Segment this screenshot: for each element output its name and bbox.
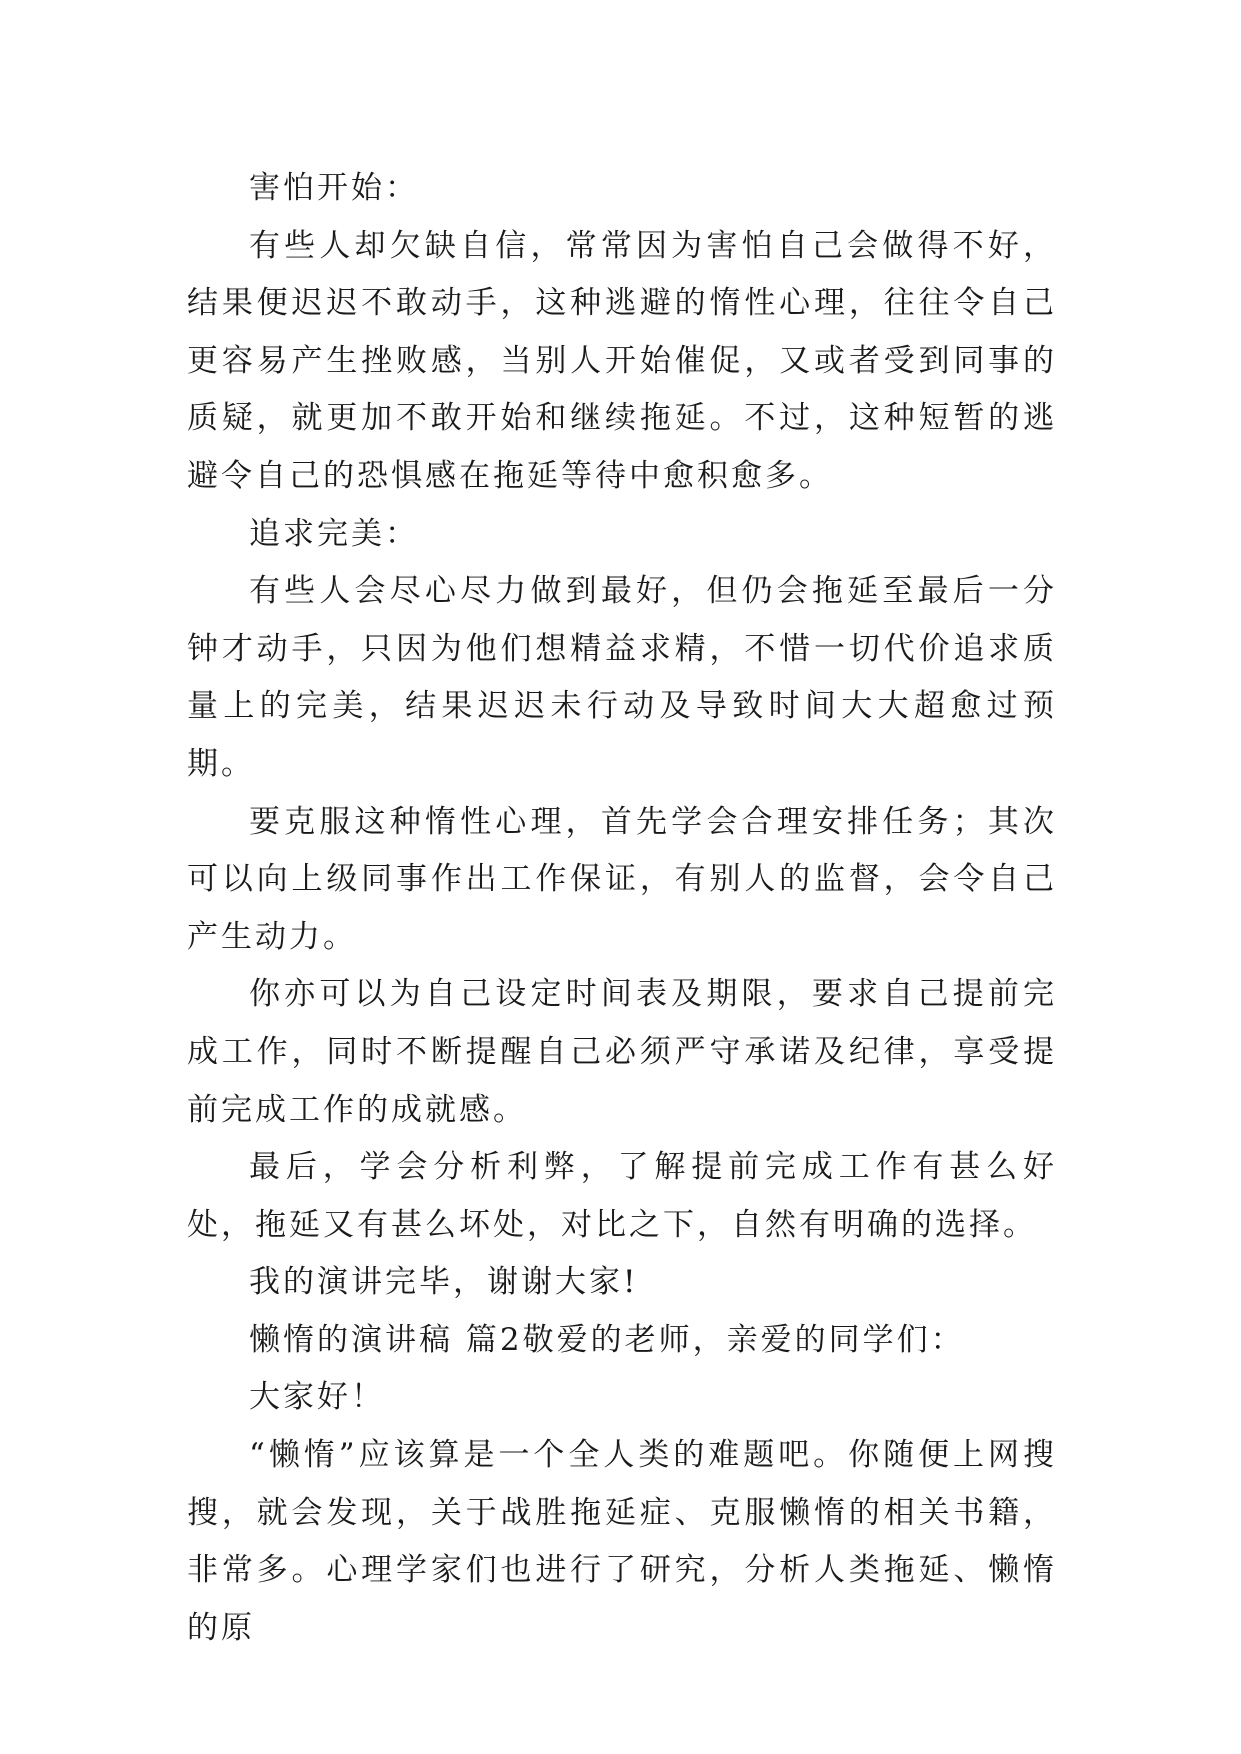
paragraph-closing: 我的演讲完毕，谢谢大家!: [249, 1264, 639, 1301]
paragraph-perfection-body: 有些人会尽心尽力做到最好，但仍会拖延至最后一分钟才动手，只因为他们想精益求精，不惜一切代价追求质量上的完美，结果迟迟未行动及导致时间大大超愈过预期。: [187, 573, 1057, 782]
paragraph-finally: 最后，学会分析利弊，了解提前完成工作有甚么好处，拖延又有甚么坏处，对比之下，自然有明确的选择。: [187, 1149, 1057, 1243]
paragraph-schedule: 你亦可以为自己设定时间表及期限，要求自己提前完成工作，同时不断提醒自己必须严守承诺及纪律，享受提前完成工作的成就感。: [187, 976, 1057, 1128]
paragraph-fear-body: 有些人却欠缺自信，常常因为害怕自己会做得不好，结果便迟迟不敢动手，这种逃避的惰性心理，往往令自己更容易产生挫败感，当别人开始催促，又或者受到同事的质疑，就更加不敢开始和继续拖延。不过，这种短暂的逃避令自己的恐惧感在拖延等待中愈积愈多。: [187, 227, 1057, 494]
document-body: [187, 160, 1057, 1657]
section-heading-fear: 害怕开始：: [249, 170, 419, 206]
paragraph-laziness-intro: “懒惰”应该算是一个全人类的难题吧。你随便上网搜搜，就会发现，关于战胜拖延症、克服懒惰的相关书籍，非常多。心理学家们也进行了研究，分析人类拖延、懒惰的原: [187, 1437, 1057, 1646]
greeting: 大家好！: [249, 1379, 385, 1416]
speech-2-title: 懒惰的演讲稿 篇2敬爱的老师，亲爱的同学们：: [249, 1321, 965, 1358]
paragraph-overcome: 要克服这种惰性心理，首先学会合理安排任务；其次可以向上级同事作出工作保证，有别人的监督，会令自己产生动力。: [187, 803, 1057, 955]
section-heading-perfection: 追求完美：: [249, 515, 419, 552]
